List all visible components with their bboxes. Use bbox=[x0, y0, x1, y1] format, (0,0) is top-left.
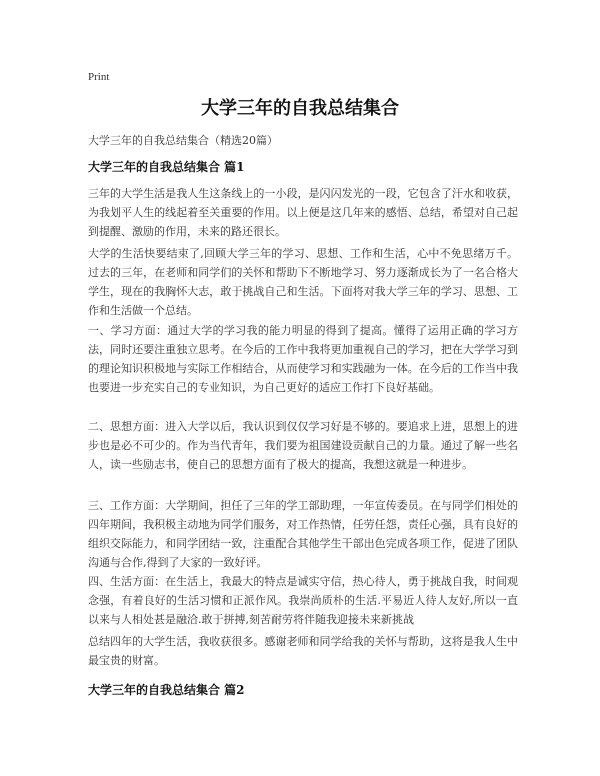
paragraph: 二、思想方面：进入大学以后，我认识到仅仅学习好是不够的。要追求上进，思想上的进步也是必不可少的。作为当代青年，我们要为祖国建设贡献自己的力量。通过了解一些名人，读一些励志书，使自己的思想方面有了极大的提高，我想这就是一种进步。 bbox=[88, 420, 518, 471]
paragraph: 一、学习方面：通过大学的学习我的能力明显的得到了提高。懂得了运用正确的学习方法，同时还要注重独立思考。在今后的工作中我将更加重视自己的学习，把在大学学习到的理论知识积极地与实际工作相结合，从而使学习和实践融为一体。在今后的工作当中我也要进一步充实自己的专业知识，为自己更好的适应工作打下良好基础。 bbox=[88, 324, 518, 394]
section-heading-1: 大学三年的自我总结集合 篇1 bbox=[88, 160, 245, 174]
section-heading-2: 大学三年的自我总结集合 篇2 bbox=[88, 683, 245, 697]
document-subtitle: 大学三年的自我总结集合（精选20篇） bbox=[88, 134, 278, 147]
paragraph: 三、工作方面：大学期间，担任了三年的学工部助理，一年宣传委员。在与同学们相处的四年期间，我积极主动地为同学们服务，对工作热情，任劳任怨，责任心强，具有良好的组织交际能力，和同学团结一致，注重配合其他学生干部出色完成各项工作，促进了团队沟通与合作,得到了大家的一致好评。 bbox=[88, 499, 518, 569]
paragraph: 大学的生活快要结束了,回顾大学三年的学习、思想、工作和生活，心中不免思绪万千。过去的三年，在老师和同学们的关怀和帮助下不断地学习、努力逐渐成长为了一名合格大学生，现在的我胸怀大志，敢于挑战自己和生活。下面将对我大学三年的学习、思想、工作和生活做一个总结。 bbox=[88, 247, 518, 317]
paragraph: 四、生活方面：在生活上，我最大的特点是诚实守信，热心待人，勇于挑战自我，时间观念强，有着良好的生活习惯和正派作风。我崇尚质朴的生活.平易近人待人友好,所以一直以来与人相处甚是融洽.敢于拼搏,刻苦耐劳将伴随我迎接未来新挑战 bbox=[88, 575, 518, 626]
paragraph: 总结四年的大学生活，我收获很多。感谢老师和同学给我的关怀与帮助，这将是我人生中最宝贵的财富。 bbox=[88, 635, 518, 667]
print-link[interactable]: Print bbox=[88, 71, 110, 83]
page-title: 大学三年的自我总结集合 bbox=[201, 98, 399, 119]
paragraph: 三年的大学生活是我人生这条线上的一小段，是闪闪发光的一段，它包含了汗水和收获，为我划平人生的线起着至关重要的作用。以上便是这几年来的感悟、总结，希望对自己起到提醒、激励的作用，未来的路还很长。 bbox=[88, 187, 518, 238]
